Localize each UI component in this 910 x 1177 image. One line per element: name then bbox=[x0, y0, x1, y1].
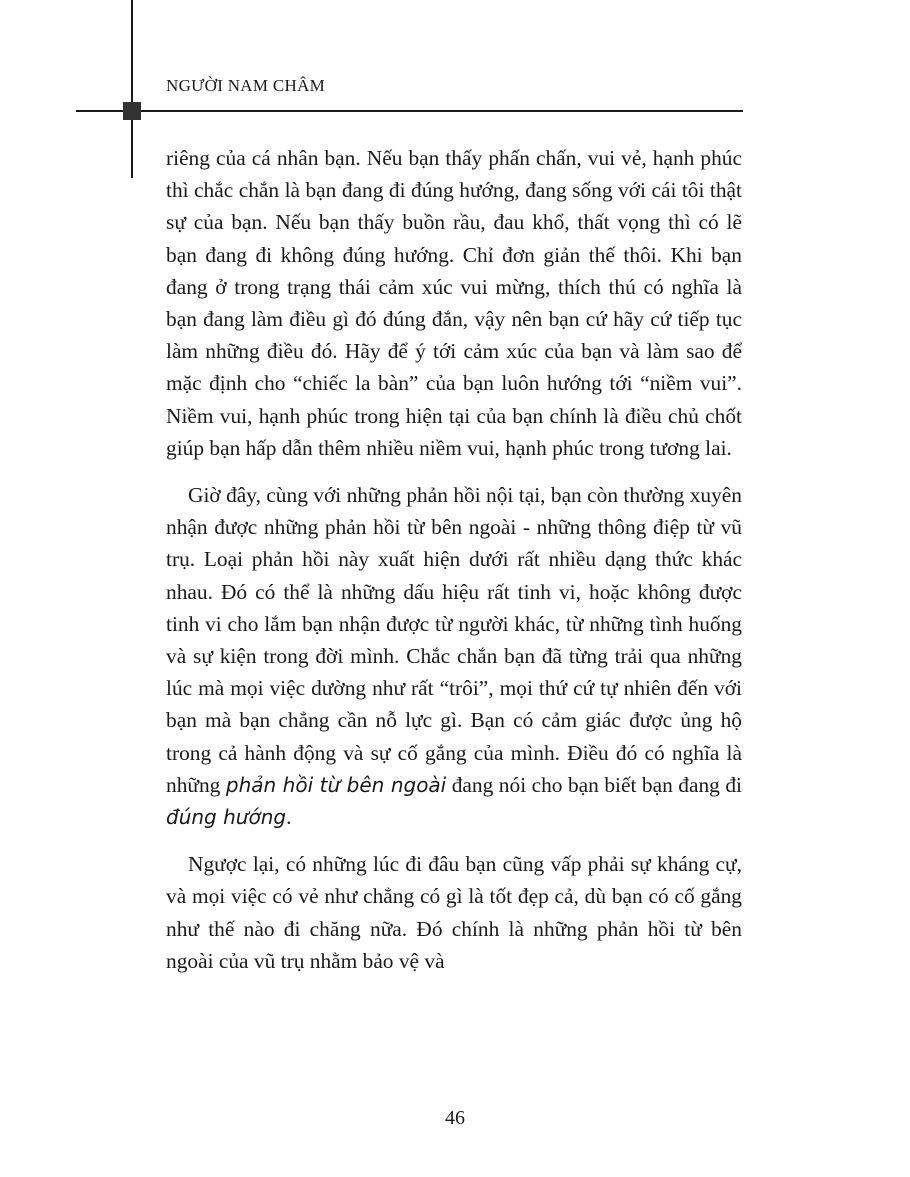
paragraph-2-text-middle: đang nói cho bạn biết bạn đang đi bbox=[446, 772, 742, 797]
header-rule bbox=[76, 110, 743, 112]
paragraph-2-text-after: . bbox=[286, 805, 292, 830]
page-number: 46 bbox=[445, 1107, 465, 1129]
header-corner-square bbox=[123, 102, 141, 120]
page-body bbox=[166, 142, 742, 977]
paragraph-1: riêng của cá nhân bạn. Nếu bạn thấy phấn chấn, vui vẻ, hạnh phúc thì chắc chắn là bạn đang đi đúng hướng, đang sống với cái tôi thật sự của bạn. Nếu bạn thấy buồn rầu, đau khổ, thất vọng thì có lẽ bạn đang đi không đúng hướng. Chỉ đơn giản thế thôi. Khi bạn đang ở trong trạng thái cảm xúc vui mừng, thích thú có nghĩa là bạn đang làm điều gì đó đúng đắn, vậy nên bạn cứ hãy cứ tiếp tục làm những điều đó. Hãy để ý tới cảm xúc của bạn và làm sao để mặc định cho “chiếc la bàn” của bạn luôn hướng tới “niềm vui”. Niềm vui, hạnh phúc trong hiện tại của bạn chính là điều chủ chốt giúp bạn hấp dẫn thêm nhiều niềm vui, hạnh phúc trong tương lai. bbox=[166, 146, 742, 460]
paragraph-2 bbox=[166, 479, 742, 833]
paragraph-2-emphasis-2: đúng hướng bbox=[166, 805, 287, 830]
running-title: NGƯỜI NAM CHÂM bbox=[166, 76, 326, 95]
paragraph-2-emphasis-1: phản hồi từ bên ngoài bbox=[225, 772, 447, 797]
crop-mark-vertical bbox=[131, 0, 133, 178]
paragraph-2-text-before: Giờ đây, cùng với những phản hồi nội tại, bạn còn thường xuyên nhận được những phản hồi từ bên ngoài - những thông điệp từ vũ trụ. Loại phản hồi này xuất hiện dưới rất nhiều dạng thức khác nhau. Đó có thể là những dấu hiệu rất tinh vi, hoặc không được tinh vi cho lắm bạn nhận được từ người khác, từ những tình huống và sự kiện trong đời mình. Chắc chắn bạn đã từng trải qua những lúc mà mọi việc dường như rất “trôi”, mọi thứ cứ tự nhiên đến với bạn mà bạn chẳng cần nỗ lực gì. Bạn có cảm giác được ủng hộ trong cả hành động và sự cố gắng của mình. Điều đó có nghĩa là những bbox=[166, 483, 742, 797]
paragraph-3: Ngược lại, có những lúc đi đâu bạn cũng vấp phải sự kháng cự, và mọi việc có vẻ như chẳng có gì là tốt đẹp cả, dù bạn có cố gắng như thế nào đi chăng nữa. Đó chính là những phản hồi từ bên ngoài của vũ trụ nhằm bảo vệ và bbox=[166, 852, 742, 973]
